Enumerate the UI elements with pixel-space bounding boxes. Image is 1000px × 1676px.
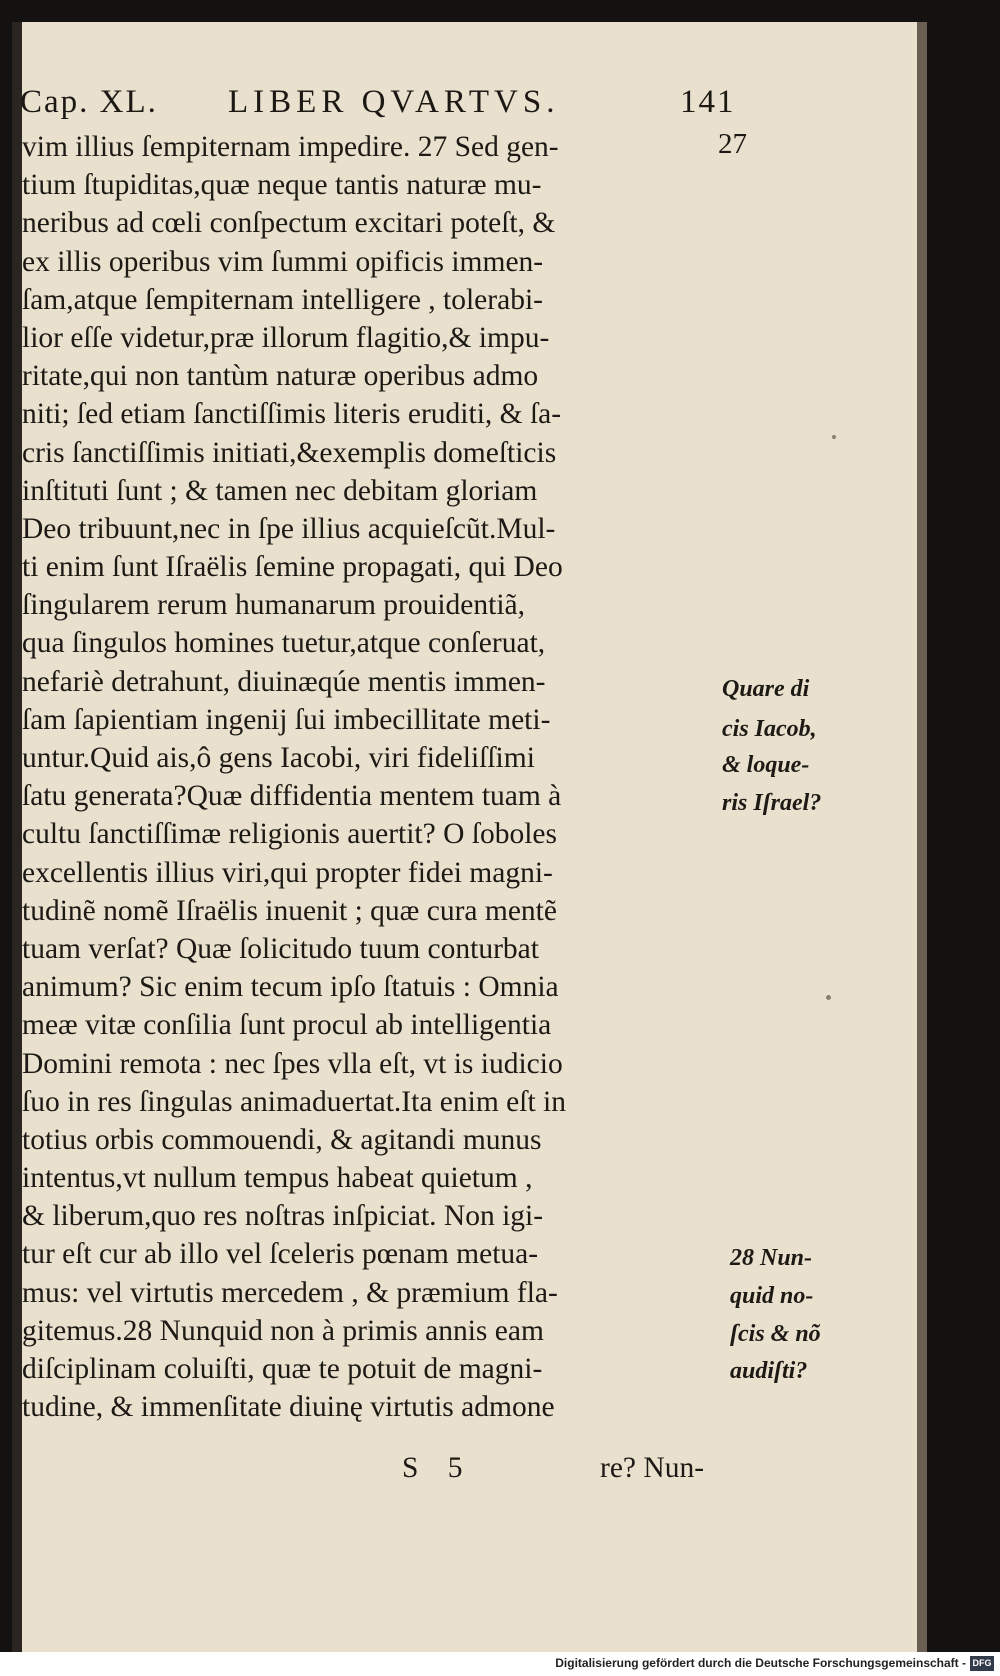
text-line: meæ vitæ conſilia ſunt procul ab intelligentia [22, 1009, 552, 1042]
margin-note-line: quid no- [730, 1283, 814, 1309]
text-line: ſam ſapientiam ingenij ſui imbecillitate meti- [22, 703, 551, 736]
text-line: Deo tribuunt,nec in ſpe illius acquieſcũt.Mul- [22, 512, 556, 545]
text-line: ex illis operibus vim ſummi opificis immen- [22, 245, 544, 278]
text-line: ſatu generata?Quæ diffidentia mentem tuam à [22, 780, 562, 813]
text-line: mus: vel virtutis mercedem , & præmium fla- [22, 1276, 558, 1309]
text-line: nefariè detrahunt, diuinæqúe mentis immen- [22, 665, 546, 698]
text-line: intentus,vt nullum tempus habeat quietum , [22, 1162, 533, 1195]
paper-spot [832, 435, 836, 439]
margin-note-line: & loque- [722, 752, 810, 778]
signature-mark: S 5 [402, 1452, 463, 1484]
dfg-logo: DFG [970, 1656, 994, 1671]
margin-note-line: 28 Nun- [730, 1245, 813, 1271]
body-text [22, 128, 712, 1426]
catchword: re? Nun- [600, 1452, 705, 1484]
text-line: tudine, & immenſitate diuinę virtutis admone [22, 1391, 555, 1424]
margin-note-line: cis Iacob, [722, 716, 817, 742]
text-line: vim illius ſempiternam impedire. 27 Sed gen- [22, 131, 559, 163]
text-line: ſuo in res ſingulas animaduertat.Ita enim eſt in [22, 1085, 566, 1118]
margin-note-line: ſcis & nõ [730, 1321, 821, 1347]
text-line: ritate,qui non tantùm naturæ operibus admo [22, 360, 539, 393]
text-line: totius orbis commouendi, & agitandi munus [22, 1123, 542, 1156]
text-line: gitemus.28 Nunquid non à primis annis eam [22, 1314, 544, 1347]
text-line: lior eſſe videtur,præ illorum flagitio,& impu- [22, 321, 550, 354]
footer-credit: Digitalisierung gefördert durch die Deutsche Forschungsgemeinschaft - [555, 1656, 966, 1670]
text-line: animum? Sic enim tecum ipſo ſtatuis : Omnia [22, 971, 559, 1004]
text-line: ſam,atque ſempiternam intelligere , tolerabi- [22, 283, 543, 316]
text-line: & liberum,quo res noſtras inſpiciat. Non igi- [22, 1200, 544, 1233]
text-line: untur.Quid ais,ô gens Iacobi, viri fideliſſimi [22, 742, 535, 774]
text-line: inſtituti ſunt ; & tamen nec debitam gloriam [22, 474, 538, 507]
text-line: tium ſtupiditas,quæ neque tantis naturæ mu- [22, 169, 542, 202]
page-number: 141 [680, 84, 736, 120]
text-line: ſingularem rerum humanarum prouidentiã, [22, 589, 525, 622]
text-line: ti enim ſunt Iſraëlis ſemine propagati, qui Deo [22, 551, 563, 584]
text-line: excellentis illius viri,qui propter fidei magni- [22, 856, 553, 889]
footer-bar [0, 1652, 1000, 1676]
text-line: neribus ad cœli conſpectum excitari poteſt, & [22, 207, 556, 240]
text-line: qua ſingulos homines tuetur,atque conſeruat, [22, 627, 546, 660]
margin-note-line: ris Iſrael? [722, 790, 822, 816]
text-line: Domini remota : nec ſpes vlla eſt, vt is iudicio [22, 1047, 563, 1080]
text-line: diſciplinam coluiſti, quæ te potuit de magni- [22, 1353, 543, 1385]
book-title: LIBER QVARTVS. [228, 84, 560, 120]
text-line: tudinẽ nomẽ Iſraëlis inuenit ; quæ cura mentẽ [22, 894, 557, 927]
page-fore-edge [917, 22, 927, 1652]
text-line: cris ſanctiſſimis initiati,&exemplis domeſticis [22, 436, 557, 469]
paper-spot [826, 995, 831, 1000]
chapter-label: Cap. XL. [20, 84, 158, 120]
margin-note-line: audiſti? [730, 1358, 808, 1384]
text-line: tuam verſat? Quæ ſolicitudo tuum conturbat [22, 932, 539, 965]
text-line: tur eſt cur ab illo vel ſceleris pœnam metua- [22, 1238, 539, 1271]
text-line: cultu ſanctiſſimæ religionis auertit? O ſoboles [22, 818, 557, 851]
margin-verse-27: 27 [718, 128, 747, 160]
text-line: niti; ſed etiam ſanctiſſimis literis eruditi, & ſa- [22, 398, 562, 431]
margin-note-line: Quare di [722, 676, 810, 702]
